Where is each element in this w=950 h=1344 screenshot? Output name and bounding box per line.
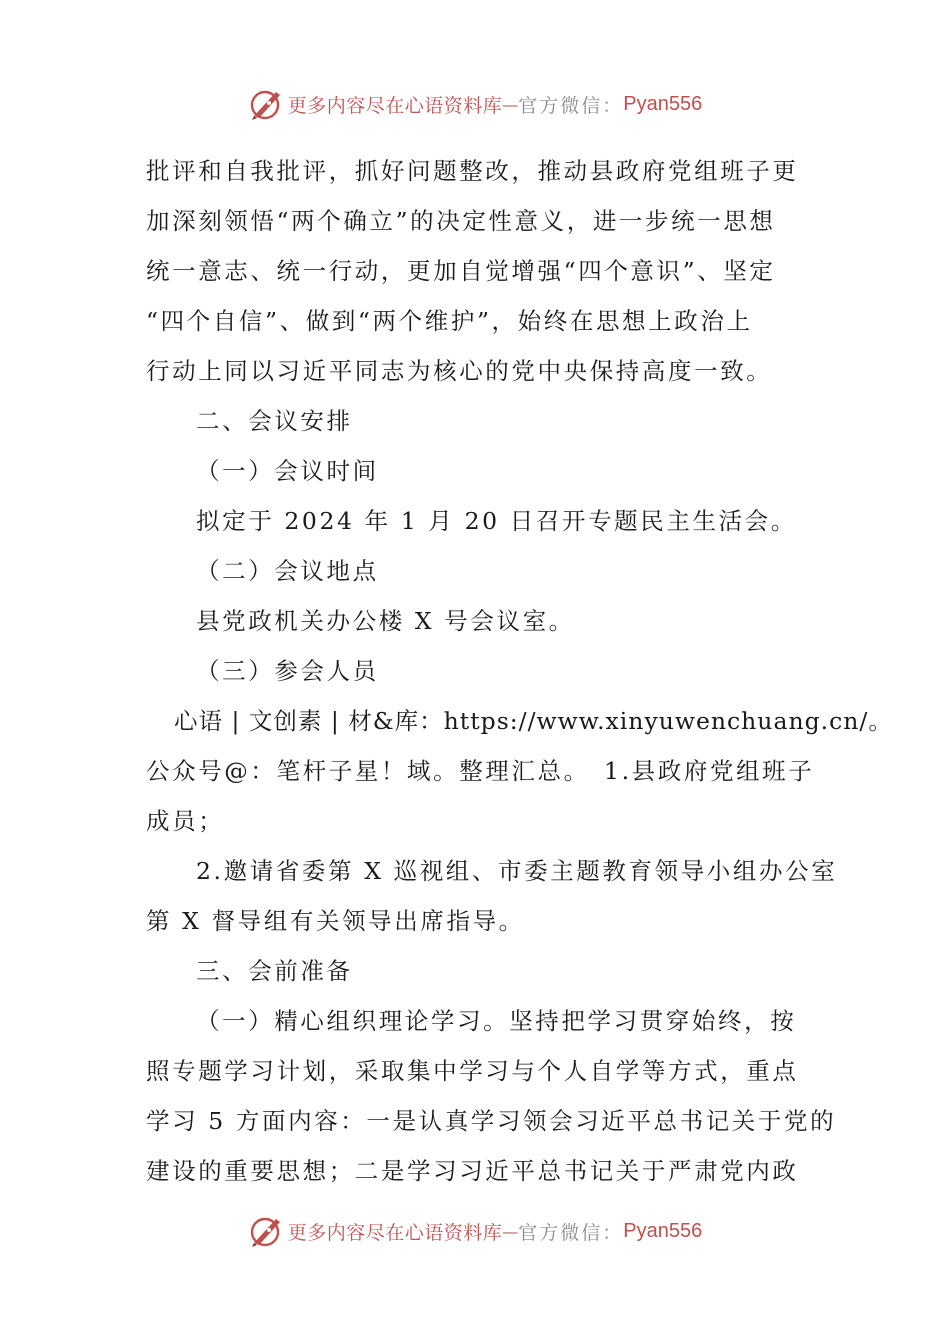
banner-wechat-label: 官方微信： — [518, 1221, 624, 1244]
document-body — [146, 146, 893, 1196]
paragraph-line: 县党政机关办公楼 X 号会议室。 — [196, 607, 575, 635]
paragraph-line: 行动上同以习近平同志为核心的党中央保持高度一致。 — [146, 357, 773, 385]
footer-banner — [0, 1209, 950, 1253]
paragraph-line: 学习 5 方面内容：一是认真学习领会习近平总书记关于党的 — [146, 1107, 837, 1135]
paragraph-line: “四个自信”、做到“两个维护”，始终在思想上政治上 — [146, 307, 753, 335]
paragraph-line: 照专题学习计划，采取集中学习与个人自学等方式，重点 — [146, 1057, 799, 1085]
watermark-line: 心语 | 文创素 | 材&库：https://www.xinyuwenchuang.cn/。 — [174, 707, 893, 735]
banner-text: 更多内容尽在心语资料库 — [287, 94, 503, 117]
section-heading: 二、会议安排 — [196, 407, 353, 435]
subsection-heading: （二）会议地点 — [196, 557, 379, 585]
paragraph-line: 建设的重要思想；二是学习习近平总书记关于严肃党内政 — [146, 1157, 799, 1185]
paragraph-line: （一）精心组织理论学习。坚持把学习贯穿始终，按 — [196, 1007, 797, 1035]
banner-text: 更多内容尽在心语资料库 — [287, 1221, 503, 1244]
subsection-heading: （一）会议时间 — [196, 457, 379, 485]
pen-logo-icon — [248, 86, 284, 122]
banner-wechat-label: 官方微信： — [518, 94, 624, 117]
paragraph-line: 统一意志、统一行动，更加自觉增强“四个意识”、坚定 — [146, 257, 776, 285]
banner-wechat-id: Pyan556 — [623, 1219, 703, 1242]
subsection-heading: （三）参会人员 — [196, 657, 379, 685]
paragraph-line: 2.邀请省委第 X 巡视组、市委主题教育领导小组办公室 — [196, 857, 838, 885]
header-banner — [0, 82, 950, 126]
banner-separator: — — [502, 94, 519, 114]
pen-logo-icon — [248, 1213, 284, 1249]
banner-separator: — — [502, 1221, 519, 1241]
section-heading: 三、会前准备 — [196, 957, 353, 985]
paragraph-line: 批评和自我批评，抓好问题整改，推动县政府党组班子更 — [146, 157, 799, 185]
paragraph-line: 公众号@：笔杆子星！域。整理汇总。 1.县政府党组班子 — [146, 757, 815, 785]
paragraph-line: 成员； — [146, 807, 225, 835]
paragraph-line: 加深刻领悟“两个确立”的决定性意义，进一步统一思想 — [146, 207, 776, 235]
banner-wechat-id: Pyan556 — [623, 92, 703, 115]
paragraph-line: 拟定于 2024 年 1 月 20 日召开专题民主生活会。 — [196, 507, 797, 535]
paragraph-line: 第 X 督导组有关领导出席指导。 — [146, 907, 525, 935]
